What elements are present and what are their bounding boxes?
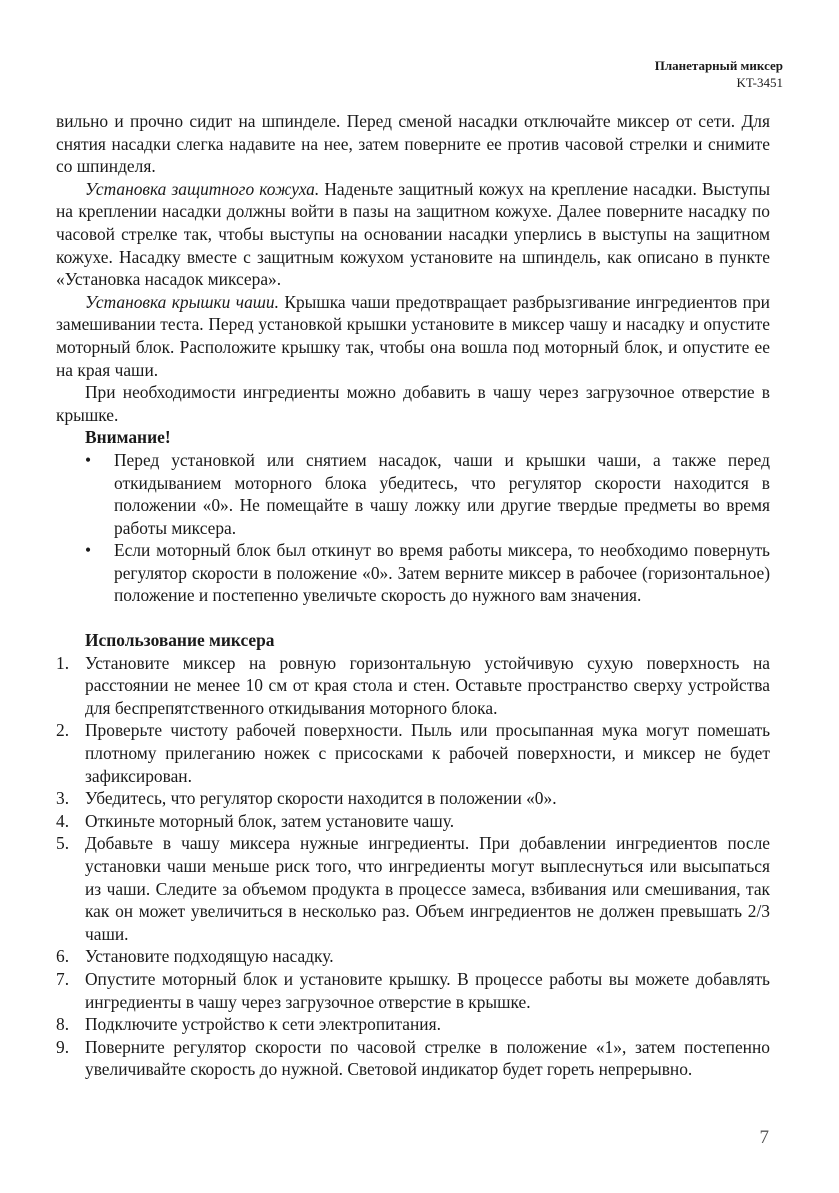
step-item xyxy=(56,810,770,833)
step-item xyxy=(56,652,770,720)
step-text: Проверьте чистоту рабочей поверхности. Пыль или просыпанная мука могут помешать плотному прилеганию ножек с присосками к рабочей поверхности, и миксер не будет зафиксирован. xyxy=(85,720,770,786)
step-number: 6. xyxy=(56,946,70,967)
bullet-marker: • xyxy=(85,540,92,561)
section-spacer xyxy=(56,607,770,629)
step-text: Убедитесь, что регулятор скорости находится в положении «0». xyxy=(85,788,557,809)
step-text: Установите миксер на ровную горизонтальную устойчивую сухую поверхность на расстоянии не менее 10 см от края стола и стен. Оставьте пространство сверху устройства для беспрепятственного откидывания моторного блока. xyxy=(85,652,770,718)
paragraph-add-ingredients: При необходимости ингредиенты можно добавить в чашу через загрузочное отверстие в крышке. xyxy=(56,382,770,425)
attention-list xyxy=(56,449,770,607)
step-number: 2. xyxy=(56,720,70,741)
paragraph-continuation: вильно и прочно сидит на шпинделе. Перед сменой насадки отключайте миксер от сети. Для снятия насадки слегка надавите на нее, затем поверните ее против часовой стрелки и снимите со шпинделя. xyxy=(56,111,770,177)
paragraph-text: Наденьте защитный кожух на крепление насадки. Выступы на креплении насадки должны войти в пазы на защитном кожухе. Далее поверните насадку по часовой стрелке так, чтобы выступы на основании насадки уперлись в выступы на защитном кожухе. Насадку вместе с защитным кожухом установите на шпиндель, как описано в пункте «Установка насадок миксера». xyxy=(56,178,771,290)
paragraph-guard-install xyxy=(56,178,770,291)
step-number: 5. xyxy=(56,833,70,854)
list-item xyxy=(56,539,770,607)
header-title: Планетарный миксер xyxy=(654,58,783,73)
step-item xyxy=(56,1036,770,1081)
step-item xyxy=(56,968,770,1013)
step-text: Добавьте в чашу миксера нужные ингредиенты. При добавлении ингредиентов после установки чаши меньше риск того, что ингредиенты могут выплеснуться или высыпаться из чаши. Следите за объемом продукта в процессе замеса, взбивания или смешивания, так как он может увеличиться в несколько раз. Объем ингредиентов не должен превышать 2/3 чаши. xyxy=(85,833,770,944)
step-item xyxy=(56,719,770,787)
step-item xyxy=(56,787,770,810)
attention-heading: Внимание! xyxy=(85,427,171,448)
section-heading-usage: Использование миксера xyxy=(85,630,275,651)
page-header xyxy=(655,57,783,91)
list-item-text: Если моторный блок был откинут во время работы миксера, то необходимо повернуть регулятор скорости в положение «0». Затем верните миксер в рабочее (горизонтальное) положение и постепенно увеличьте скорость до нужного вам значения. xyxy=(114,540,770,606)
page-number: 7 xyxy=(759,1127,769,1148)
step-text: Установите подходящую насадку. xyxy=(85,946,334,967)
document-body xyxy=(56,110,770,1081)
step-item xyxy=(56,1013,770,1036)
paragraph-lid-install xyxy=(56,291,770,381)
step-item xyxy=(56,945,770,968)
step-text: Подключите устройство к сети электропитания. xyxy=(85,1014,441,1035)
step-number: 9. xyxy=(56,1036,70,1057)
usage-steps xyxy=(56,652,770,1081)
paragraph-label: Установка крышки чаши. xyxy=(85,291,279,312)
step-number: 8. xyxy=(56,1014,70,1035)
paragraph-text: Крышка чаши предотвращает разбрызгивание ингредиентов при замешивании теста. Перед установкой крышки установите в миксер чашу и насадку и опустите моторный блок. Расположите крышку так, чтобы она вошла под моторный блок, и опустите ее на края чаши. xyxy=(56,291,770,380)
step-item xyxy=(56,832,770,945)
step-number: 7. xyxy=(56,968,70,989)
step-number: 4. xyxy=(56,810,70,831)
step-text: Опустите моторный блок и установите крышку. В процессе работы вы можете добавлять ингредиенты в чашу через загрузочное отверстие в крышке. xyxy=(85,968,770,1012)
step-number: 1. xyxy=(56,652,70,673)
list-item xyxy=(56,449,770,539)
step-text: Откиньте моторный блок, затем установите чашу. xyxy=(85,810,455,831)
step-text: Поверните регулятор скорости по часовой стрелке в положение «1», затем постепенно увеличивайте скорость до нужной. Световой индикатор будет гореть непрерывно. xyxy=(85,1036,770,1080)
bullet-marker: • xyxy=(85,449,92,470)
header-model: KT-3451 xyxy=(736,75,783,90)
step-number: 3. xyxy=(56,788,70,809)
paragraph-label: Установка защитного кожуха. xyxy=(85,178,320,199)
list-item-text: Перед установкой или снятием насадок, чаши и крышки чаши, а также перед откидыванием моторного блока убедитесь, что регулятор скорости находится в положении «0». Не помещайте в чашу ложку или другие твердые предметы во время работы миксера. xyxy=(114,449,770,538)
